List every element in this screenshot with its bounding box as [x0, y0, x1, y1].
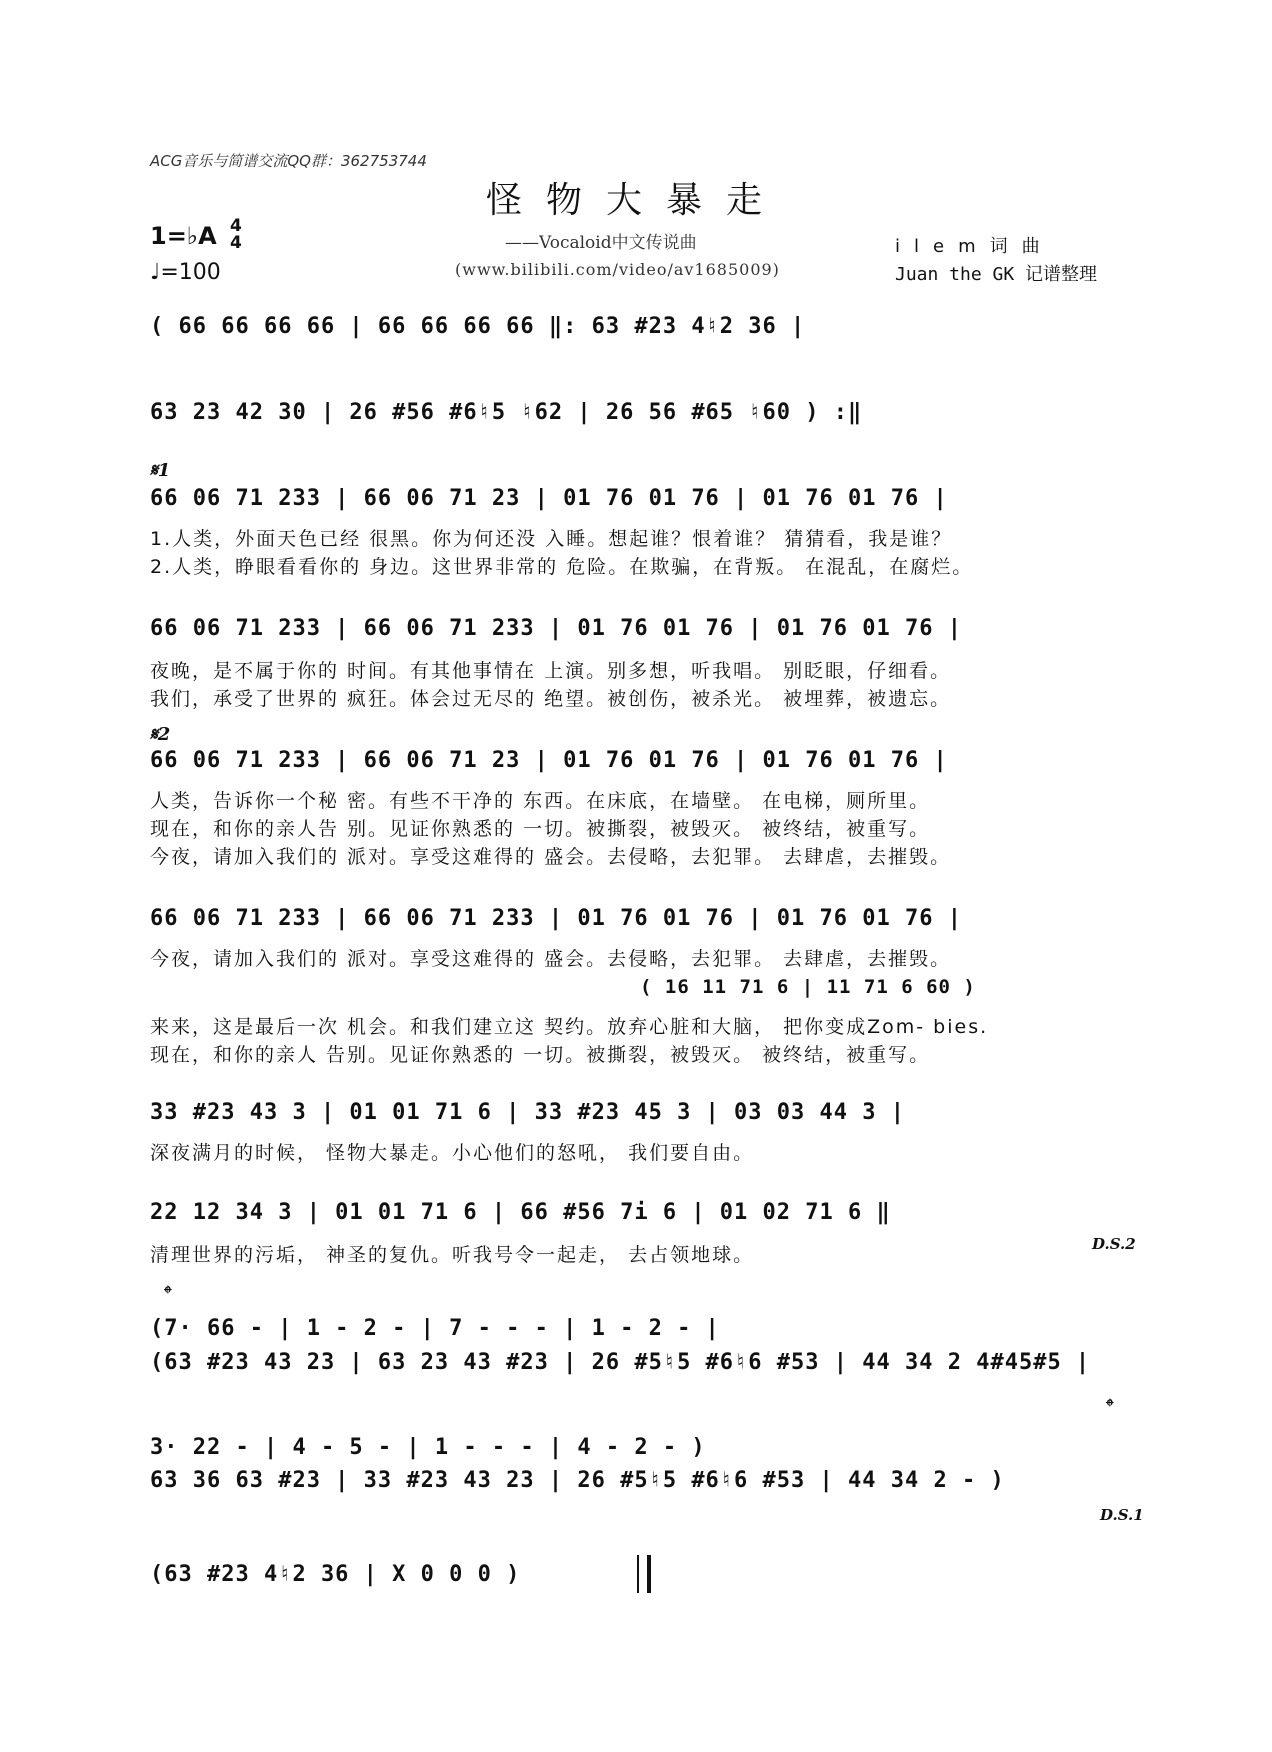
staff-line-10-bass: 63 36 63 #23 | 33 #23 43 23 | 26 #5♮5 #6♮6 #53 | 44 34 2 - ) [150, 1468, 1005, 1493]
staff-line-6: 66 06 71 233 | 66 06 71 233 | 01 76 01 76 | 01 76 01 76 | [150, 906, 962, 931]
time-signature [230, 218, 242, 252]
staff-line-6-inner: ( 16 11 71 6 | 11 71 6 60 ) [640, 976, 976, 998]
ds2-marking: D.S.2 [1092, 1235, 1136, 1253]
time-signature-top: 4 [230, 216, 242, 236]
staff-line-2: 63 23 42 30 | 26 #56 #6♮5 ♮62 | 26 56 #65 ♮60 ) :‖ [150, 400, 863, 425]
key-signature: 1=♭A [150, 222, 217, 250]
lyric-line-3b: 2.人类，睁眼看看你的 身边。这世界非常的 危险。在欺骗，在背叛。 在混乱，在腐烂。 [150, 556, 974, 578]
lyric-line-6c: 现在，和你的亲人 告别。见证你熟悉的 一切。被撕裂，被毁灭。 被终结，被重写。 [150, 1044, 931, 1066]
segno-2: 𝄋2 [150, 724, 171, 745]
lyric-line-5a: 人类，告诉你一个秘 密。有些不干净的 东西。在床底，在墙壁。 在电梯，厕所里。 [150, 790, 931, 812]
lyric-line-5c: 今夜，请加入我们的 派对。享受这难得的 盛会。去侵略，去犯罪。 去肆虐，去摧毁。 [150, 846, 952, 868]
lyric-line-6a: 今夜，请加入我们的 派对。享受这难得的 盛会。去侵略，去犯罪。 去肆虐，去摧毁。 [150, 948, 952, 970]
lyric-line-4b: 我们，承受了世界的 疯狂。体会过无尽的 绝望。被创伤，被杀光。 被埋葬，被遗忘。 [150, 688, 952, 710]
time-signature-bottom: 4 [230, 233, 242, 253]
song-title: 怪物大暴走 [485, 180, 786, 221]
source-url: (www.bilibili.com/video/av1685009) [455, 260, 780, 279]
staff-line-4: 66 06 71 233 | 66 06 71 233 | 01 76 01 76 | 01 76 01 76 | [150, 616, 962, 641]
staff-line-1: ( 66 66 66 66 | 66 66 66 66 ‖: 63 #23 4♮2 36 | [150, 314, 806, 339]
song-subtitle: ——Vocaloid中文传说曲 [505, 233, 697, 253]
lyric-line-5b: 现在，和你的亲人告 别。见证你熟悉的 一切。被撕裂，被毁灭。 被终结，被重写。 [150, 818, 931, 840]
composer-credit: ilem词曲 [895, 236, 1054, 257]
staff-line-5: 66 06 71 233 | 66 06 71 23 | 01 76 01 76 | 01 76 01 76 | [150, 748, 948, 773]
lyric-line-6b: 来来，这是最后一次 机会。和我们建立这 契约。放弃心脏和大脑， 把你变成Zom- bies. [150, 1016, 989, 1038]
staff-line-11: (63 #23 4♮2 36 | X 0 0 0 ) [150, 1562, 521, 1587]
staff-line-8: 22 12 34 3 | 01 01 71 6 | 66 #56 7i 6 | 01 02 71 6 ‖ [150, 1200, 891, 1225]
ds1-marking: D.S.1 [1100, 1506, 1144, 1524]
lyric-line-8: 清理世界的污垢， 神圣的复仇。听我号令一起走， 去占领地球。 [150, 1244, 755, 1266]
staff-line-9-bass: (63 #23 43 23 | 63 23 43 #23 | 26 #5♮5 #6♮6 #53 | 44 34 2 4#45#5 | [150, 1350, 1091, 1375]
transcriber-credit: Juan the GK 记谱整理 [895, 264, 1098, 285]
lyric-line-7: 深夜满月的时候， 怪物大暴走。小心他们的怒吼， 我们要自由。 [150, 1142, 755, 1164]
staff-line-9-melody: (7· 66 - | 1 - 2 - | 7 - - - | 1 - 2 - | [150, 1316, 720, 1341]
coda-end-icon: 𝄌 [1106, 1395, 1114, 1420]
staff-line-7: 33 #23 43 3 | 01 01 71 6 | 33 #23 45 3 | 03 03 44 3 | [150, 1100, 905, 1125]
coda-icon: 𝄌 [164, 1282, 172, 1307]
staff-line-10-melody: 3· 22 - | 4 - 5 - | 1 - - - | 4 - 2 - ) [150, 1435, 706, 1460]
final-barline [637, 1555, 651, 1593]
qq-group-note: ACG音乐与简谱交流QQ群：362753744 [150, 152, 427, 170]
segno-1: 𝄋1 [150, 460, 171, 481]
lyric-line-4a: 夜晚，是不属于你的 时间。有其他事情在 上演。别多想，听我唱。 别眨眼，仔细看。 [150, 660, 952, 682]
staff-line-3: 66 06 71 233 | 66 06 71 23 | 01 76 01 76 | 01 76 01 76 | [150, 486, 948, 511]
tempo-marking: ♩=100 [150, 260, 221, 285]
lyric-line-3a: 1.人类，外面天色已经 很黑。你为何还没 入睡。想起谁？恨着谁？ 猜猜看，我是谁？ [150, 528, 953, 550]
